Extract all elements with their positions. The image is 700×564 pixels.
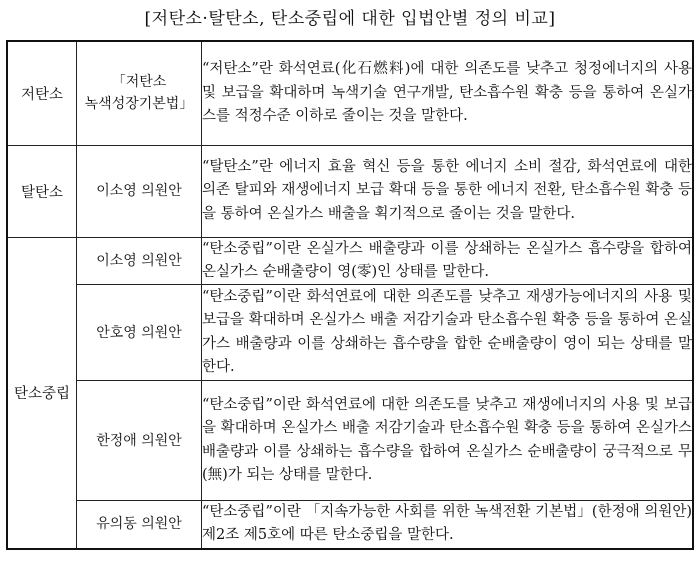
term-cell: 저탄소 — [7, 41, 77, 145]
definition-cell: “탈탄소”란 에너지 효율 혁신 등을 통한 에너지 소비 절감, 화석연료에 대한 의존 탈피와 재생에너지 보급 확대 등을 통한 에너지 전환, 탄소흡수원 확충 등을 통하여 온실가스 배출을 획기적으로 줄이는 것을 말한다. — [202, 145, 694, 237]
source-cell — [77, 41, 202, 145]
source-line: 「저탄소 — [111, 74, 167, 91]
source-cell: 이소영 의원안 — [77, 145, 202, 237]
source-cell: 한정애 의원안 — [77, 381, 202, 501]
definition-cell: “탄소중립”이란 온실가스 배출량과 이를 상쇄하는 온실가스 흡수량을 합하여 온실가스 순배출량이 영(零)인 상태를 말한다. — [202, 237, 694, 285]
table-row — [7, 145, 693, 237]
definition-comparison-table — [6, 40, 694, 550]
table-row — [7, 381, 693, 501]
term-cell: 탄소중립 — [7, 237, 77, 549]
source-cell: 유의동 의원안 — [77, 501, 202, 549]
definition-cell: “저탄소”란 화석연료(化石燃料)에 대한 의존도를 낮추고 청정에너지의 사용 및 보급을 확대하며 녹색기술 연구개발, 탄소흡수원 확충 등을 통하여 온실가스를 적정수준 이하로 줄이는 것을 말한다. — [202, 41, 694, 145]
source-line: 녹색성장기본법」 — [84, 96, 194, 113]
source-cell: 이소영 의원안 — [77, 237, 202, 285]
document-title: [저탄소·탈탄소, 탄소중립에 대한 입법안별 정의 비교] — [144, 9, 556, 29]
term-cell: 탈탄소 — [7, 145, 77, 237]
definition-cell: “탄소중립”이란 「지속가능한 사회를 위한 녹색전환 기본법」(한정애 의원안) 제2조 제5호에 따른 탄소중립을 말한다. — [202, 501, 694, 549]
table-row — [7, 237, 693, 285]
source-cell: 안호영 의원안 — [77, 285, 202, 381]
table-row — [7, 41, 693, 145]
table-row — [7, 285, 693, 381]
definition-cell: “탄소중립”이란 화석연료에 대한 의존도를 낮추고 재생가능에너지의 사용 및 보급을 확대하며 온실가스 배출 저감기술과 탄소흡수원 확충 등을 통하여 온실가스 배출량과 이를 상쇄하는 흡수량을 합한 순배출량이 영이 되는 상태를 말한다. — [202, 285, 694, 381]
definition-cell: “탄소중립”이란 화석연료에 대한 의존도를 낮추고 재생에너지의 사용 및 보급을 확대하며 온실가스 배출 저감기술과 탄소흡수원 확충 등을 통하여 온실가스 배출량과 이를 상쇄하는 흡수량을 합하여 온실가스 순배출량이 궁극적으로 무(無)가 되는 상태를 말한다. — [202, 381, 694, 501]
table-row — [7, 501, 693, 549]
